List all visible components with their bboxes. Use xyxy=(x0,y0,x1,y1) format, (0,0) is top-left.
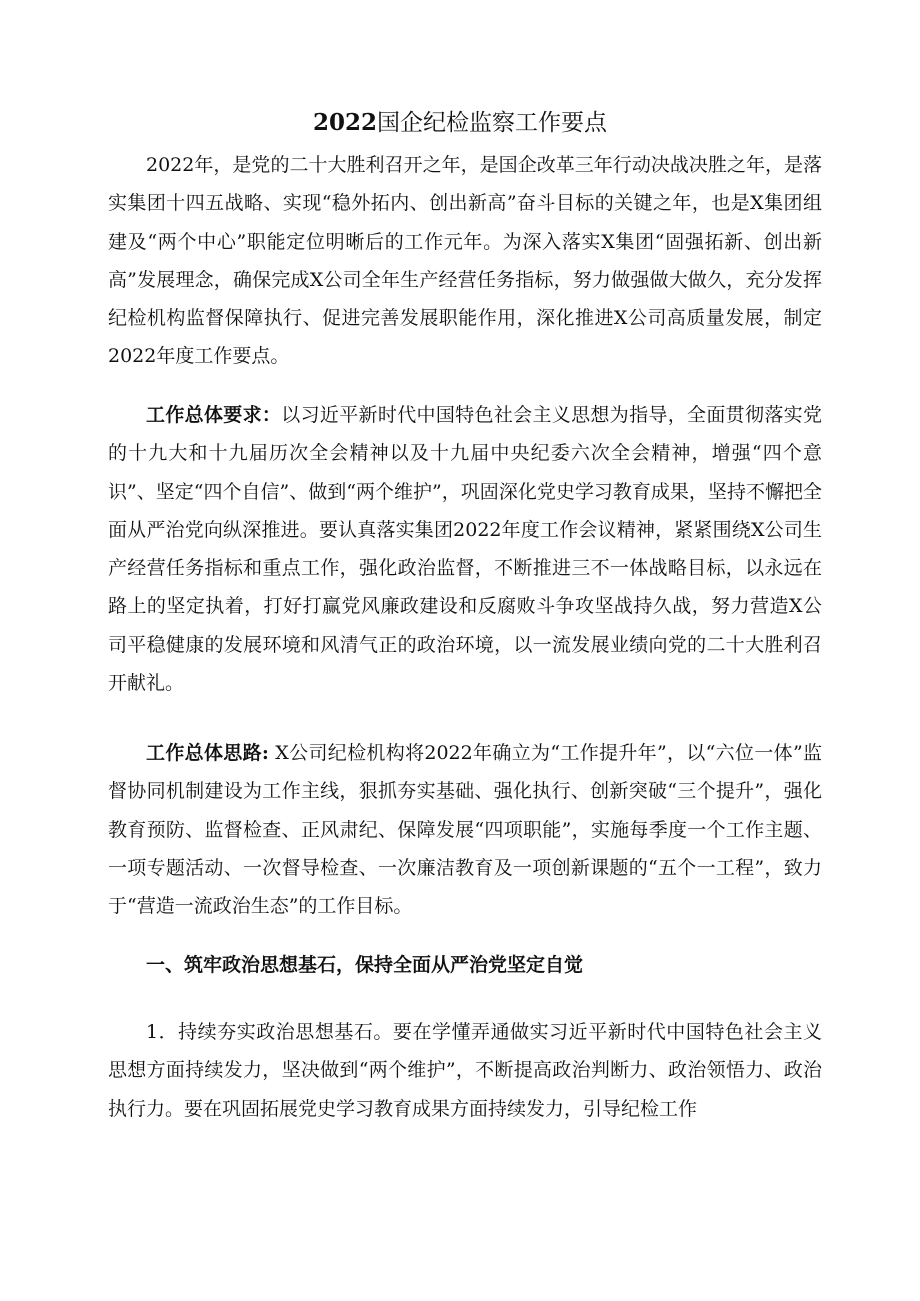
overall-approach-lead: 工作总体思路: xyxy=(146,742,269,764)
item-1-paragraph: 1．持续夯实政治思想基石。要在学懂弄通做实习近平新时代中国特色社会主义思想方面持续发力，坚决做到“两个维护”，不断提高政治判断力、政治领悟力、政治执行力。要在巩固拓展党史学习教育成果方面持续发力，引导纪检工作 xyxy=(108,1021,822,1120)
overall-requirements-text: 以习近平新时代中国特色社会主义思想为指导，全面贯彻落实党的十九大和十九届历次全会精神以及十九届中央纪委六次全会精神，增强“四个意识”、坚定“四个自信”、做到“两个维护”，巩固深化党史学习教育成果，坚持不懈把全面从严治党向纵深推进。要认真落实集团2022年度工作会议精神，紧紧围绕X公司生产经营任务指标和重点工作，强化政治监督，不断推进三不一体战略目标，以永远在路上的坚定执着，打好打赢党风廉政建设和反腐败斗争攻坚战持久战，努力营造X公司平稳健康的发展环境和风清气正的政治环境，以一流发展业绩向党的二十大胜利召开献礼。 xyxy=(108,404,822,695)
overall-requirements-lead: 工作总体要求： xyxy=(146,404,282,426)
title-year: 2022 xyxy=(312,109,377,136)
overall-requirements-paragraph xyxy=(108,396,822,702)
title-text: 国企纪检监察工作要点 xyxy=(377,110,607,136)
overall-approach-paragraph xyxy=(108,734,822,925)
document-title xyxy=(0,100,920,146)
intro-text: 2022年，是党的二十大胜利召开之年，是国企改革三年行动决战决胜之年，是落实集团十四五战略、实现“稳外拓内、创出新高”奋斗目标的关键之年，也是X集团组建及“两个中心”职能定位明晰后的工作元年。为深入落实X集团“固强拓新、创出新高”发展理念，确保完成X公司全年生产经营任务指标，努力做强做大做久，充分发挥纪检机构监督保障执行、促进完善发展职能作用，深化推进X公司高质量发展，制定2022年度工作要点。 xyxy=(108,154,822,368)
overall-approach-text: X公司纪检机构将2022年确立为“工作提升年”，以“六位一体”监督协同机制建设为工作主线，狠抓夯实基础、强化执行、创新突破“三个提升”，强化教育预防、监督检查、正风肃纪、保障发展“四项职能”，实施每季度一个工作主题、一项专题活动、一次督导检查、一次廉洁教育及一项创新课题的“五个一工程”，致力于“营造一流政治生态”的工作目标。 xyxy=(108,742,822,918)
section-heading-1: 一、筑牢政治思想基石，保持全面从严治党坚定自觉 xyxy=(146,954,584,976)
intro-paragraph xyxy=(108,146,822,376)
